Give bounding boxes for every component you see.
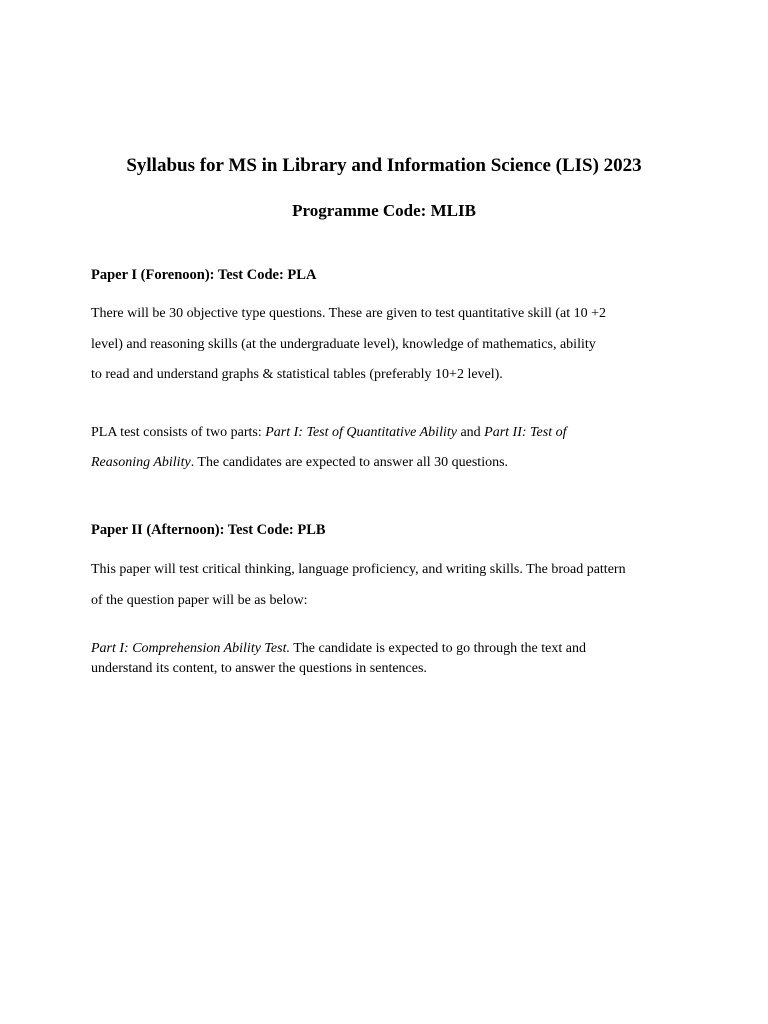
- paper2-part1-line1: [91, 639, 586, 659]
- paper1-para2-text-c: . The candidates are expected to answer all 30 questions.: [190, 455, 509, 470]
- programme-code: Programme Code: MLIB: [292, 201, 476, 220]
- paper1-para1-line3: to read and understand graphs & statistical tables (preferably 10+2 level).: [91, 367, 503, 382]
- paper1-para2-italic-b: Part II: Test of: [484, 425, 567, 440]
- paper1-para2-text-b: and: [456, 425, 485, 440]
- paper1-para2-line2: [91, 453, 508, 473]
- paper1-para2-line1: [91, 423, 567, 443]
- paper2-para1-line1: This paper will test critical thinking, language proficiency, and writing skills. The broad pattern: [91, 562, 626, 577]
- paper1-para2-text-a: PLA test consists of two parts:: [91, 425, 266, 440]
- document-title: Syllabus for MS in Library and Information Science (LIS) 2023: [126, 155, 642, 176]
- paper1-heading: Paper I (Forenoon): Test Code: PLA: [91, 267, 317, 283]
- paper2-para1-line2: of the question paper will be as below:: [91, 593, 308, 608]
- paper2-part1-line2: understand its content, to answer the questions in sentences.: [91, 661, 427, 676]
- paper1-para2-italic-c: Reasoning Ability: [91, 455, 191, 470]
- paper2-part1-text: The candidate is expected to go through the text and: [289, 641, 586, 656]
- paper1-para1-line1: There will be 30 objective type questions. These are given to test quantitative skill (at 10 +2: [91, 306, 607, 321]
- paper2-part1-italic: Part I: Comprehension Ability Test.: [91, 641, 290, 656]
- paper1-para1-line2: level) and reasoning skills (at the undergraduate level), knowledge of mathematics, ability: [91, 337, 596, 352]
- paper2-heading: Paper II (Afternoon): Test Code: PLB: [91, 522, 326, 538]
- paper1-para2-italic-a: Part I: Test of Quantitative Ability: [265, 425, 457, 440]
